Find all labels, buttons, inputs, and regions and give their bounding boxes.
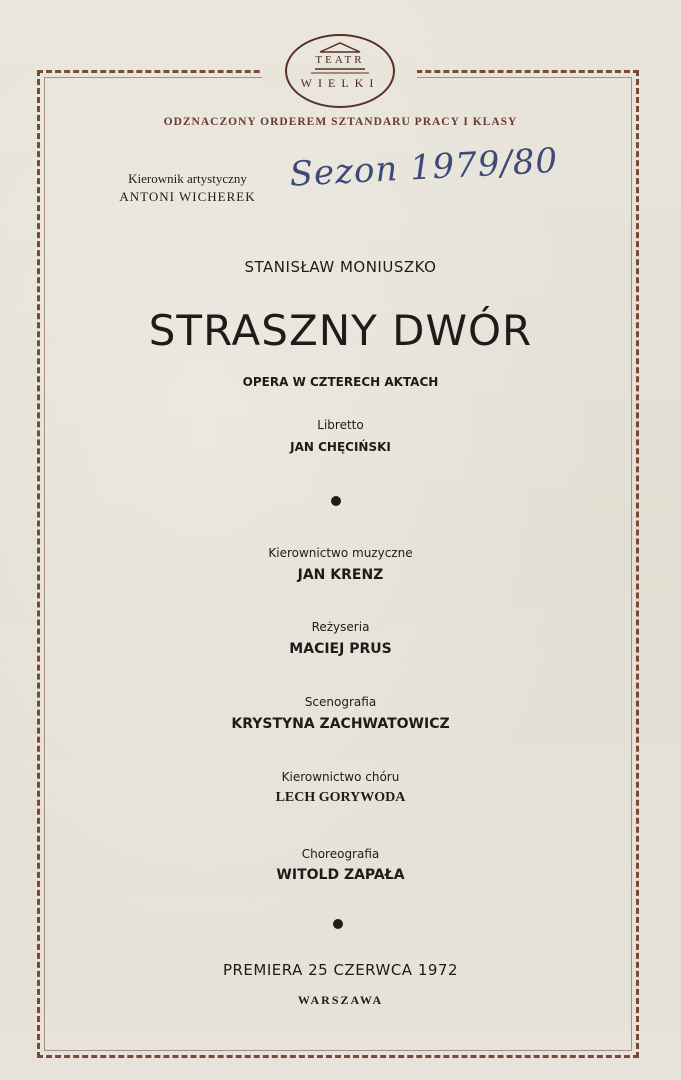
award-line: ODZNACZONY ORDEREM SZTANDARU PRACY I KLASY bbox=[163, 116, 518, 128]
separator-dot bbox=[331, 496, 341, 506]
libretto-label: Libretto bbox=[317, 418, 364, 432]
opera-subtitle: OPERA W CZTERECH AKTACH bbox=[242, 375, 439, 389]
opera-title: STRASZNY DWÓR bbox=[148, 306, 533, 355]
credit-label-choir: Kierownictwo chóru bbox=[281, 770, 400, 784]
city-name: WARSZAWA bbox=[297, 993, 384, 1007]
credit-name-direction: MACIEJ PRUS bbox=[289, 641, 392, 657]
credit-name-scenography: KRYSTYNA ZACHWATOWICZ bbox=[231, 716, 450, 732]
handwritten-season-note: Sezon 1979/80 bbox=[288, 140, 560, 195]
credit-label-scenography: Scenografia bbox=[304, 695, 377, 709]
credit-label-direction: Reżyseria bbox=[311, 620, 370, 634]
composer-name: STANISŁAW MONIUSZKO bbox=[244, 258, 437, 276]
credit-label-choreography: Choreografia bbox=[301, 847, 380, 861]
artistic-director-name: ANTONI WICHEREK bbox=[119, 189, 256, 204]
teatr-wielki-logo bbox=[285, 34, 395, 108]
logo-text-top: TEATR bbox=[315, 54, 365, 66]
premiere-date: PREMIERA 25 CZERWCA 1972 bbox=[222, 961, 459, 979]
logo-text-bottom: WIELKI bbox=[300, 76, 380, 90]
decorative-frame-inner bbox=[44, 77, 632, 1051]
credit-name-music: JAN KRENZ bbox=[297, 567, 384, 583]
logo-building-icon bbox=[287, 36, 393, 106]
credit-label-music: Kierownictwo muzyczne bbox=[268, 546, 413, 560]
artistic-director-label: Kierownik artystyczny bbox=[128, 171, 247, 186]
credit-name-choreography: WITOLD ZAPAŁA bbox=[276, 867, 405, 883]
separator-dot bbox=[333, 919, 343, 929]
libretto-name: JAN CHĘCIŃSKI bbox=[290, 440, 391, 454]
credit-name-choir: LECH GORYWODA bbox=[275, 790, 406, 805]
